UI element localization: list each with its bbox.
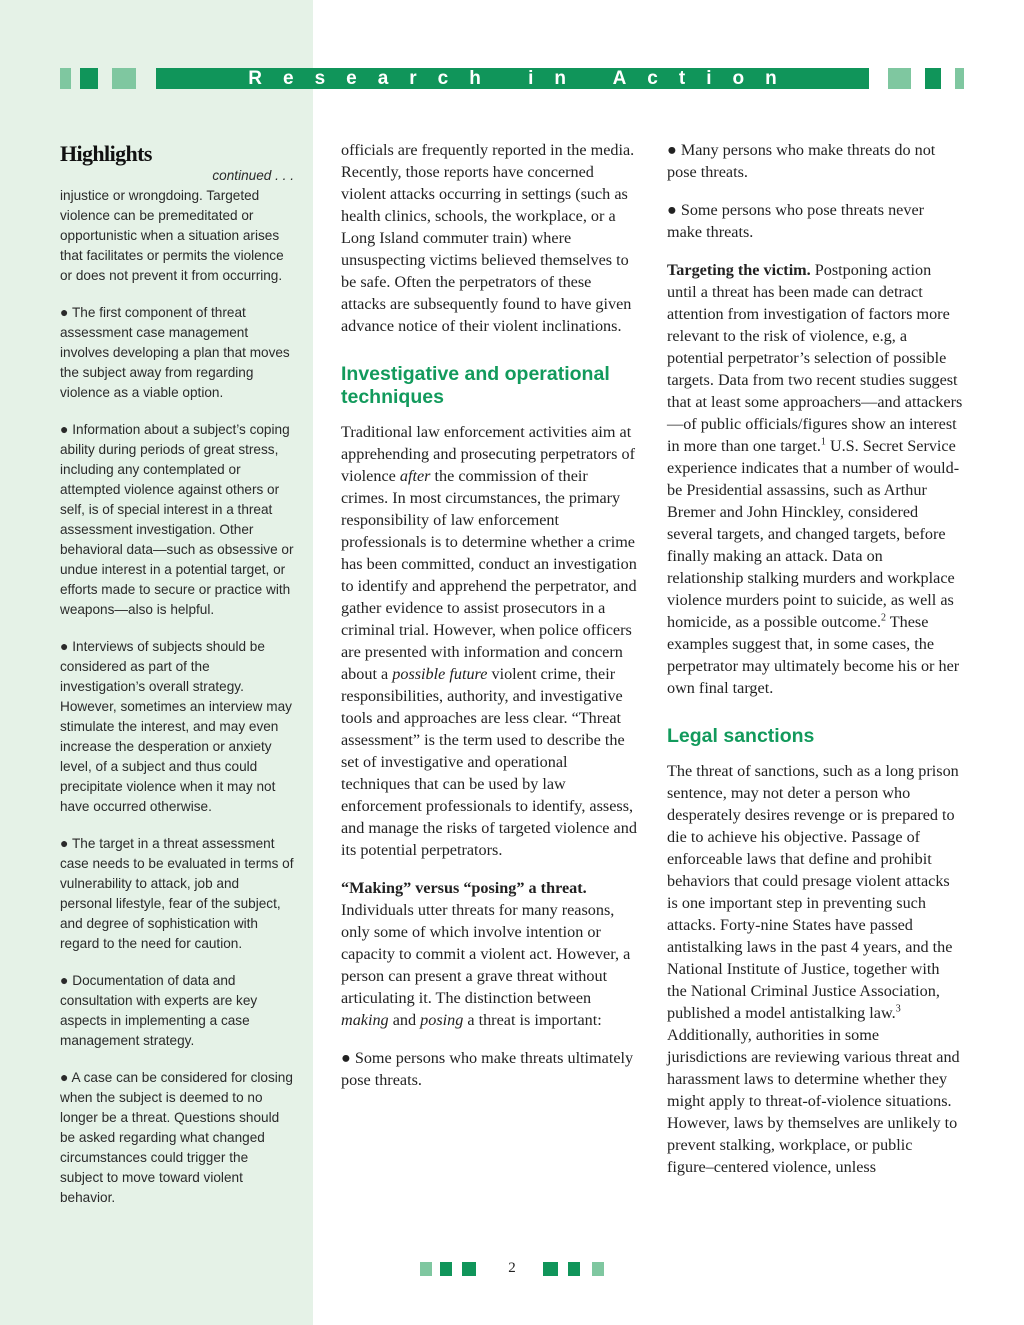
highlights-sidebar xyxy=(60,138,294,1224)
highlight-bullet: ● Information about a subject’s coping ability during periods of great stress, including any contemplated or attempted violence against others or self, is of special interest in a threat assessment investigation. Other behavioral data—such as obsessive or undue interest in a potential target, or efforts made to secure or practice with weapons—also is helpful. xyxy=(60,421,294,617)
bullet-dot-icon: ● xyxy=(667,141,677,159)
highlight-bullet: ● Documentation of data and consultation with experts are key aspects in implementing a case management strategy. xyxy=(60,972,258,1048)
body-paragraph: The threat of sanctions, such as a long prison sentence, may not deter a person who desperately desires revenge or is prepared to die to achieve his objective. Passage of enforceable laws that define and prohibit behaviors that could presage violent attacks is one important step in preventing such attacks. Forty-nine States have passed antistalking laws in the past 4 years, and the National Institute of Justice, together with the National Criminal Justice Association, published a model antistalking law.$^3$ Additionally, authorities in some jurisdictions are reviewing various threat and harassment laws to determine whether they might apply to threat-of-violence situations. However, laws by themselves are unlikely to prevent stalking, workplace, or public figure–centered violence, unless xyxy=(667,762,960,1176)
footer-square-icon xyxy=(592,1262,604,1276)
highlights-title: Highlights xyxy=(60,141,152,166)
body-bullet: ● Some persons who pose threats never make threats. xyxy=(667,201,925,241)
body-bullet: ● Many persons who make threats do not pose threats. xyxy=(667,141,936,181)
bullet-dot-icon: ● xyxy=(60,638,69,654)
footnote-ref: 2 xyxy=(881,612,886,624)
highlight-bullet: ● A case can be considered for closing when the subject is deemed to no longer be a threat. Questions should be asked regarding what changed circumstances could trigger the subject to move toward violent behavior. xyxy=(60,1069,293,1205)
header-title: Research in Action xyxy=(248,67,798,89)
section-heading-legal: Legal sanctions xyxy=(667,725,815,747)
page-number: 2 xyxy=(508,1260,516,1276)
section-heading-investigative: Investigative and operational techniques xyxy=(341,363,610,408)
footer-square-icon xyxy=(420,1262,432,1276)
header-square-icon xyxy=(60,68,71,89)
bullet-dot-icon: ● xyxy=(667,201,677,219)
header-square-icon xyxy=(955,68,964,89)
header-band xyxy=(0,0,1024,120)
footer-square-icon xyxy=(462,1262,476,1276)
header-square-icon xyxy=(925,68,941,89)
header-square-icon xyxy=(80,68,98,89)
header-square-icon xyxy=(888,68,911,89)
continued-label: continued . . . xyxy=(212,168,294,183)
body-paragraph: Targeting the victim. Postponing action until a threat has been made can detract attention from investigation of factors more relevant to the risk of violence, e.g, a potential perpetrator’s selection of possible targets. Data from two recent studies suggest that at least some approachers—and attackers—of public officials/figures show an interest in more than one target.$^1$ U.S. Secret Service experience indicates that a number of would-be Presidential assassins, such as Arthur Bremer and John Hinckley, considered several targets, and changed targets, before finally making an attack. Data on relationship stalking murders and workplace violence murders point to suicide, as well as homicide, as a possible outcome.$^2$ These examples suggest that, in some cases, the perpetrator may ultimately become his or her own final target. xyxy=(667,261,963,697)
footnote-ref: 3 xyxy=(895,1003,901,1015)
run-in-heading: Targeting the victim. xyxy=(667,261,811,279)
body-column-right xyxy=(667,139,963,1194)
bullet-dot-icon: ● xyxy=(341,1049,351,1067)
highlight-bullet: ● Interviews of subjects should be considered as part of the investigation’s overall strategy. However, sometimes an interview may stimulate the interest, and may even increase the desperation or anxiety level, of a subject and thus could precipitate violence when it may not have occurred otherwise. xyxy=(60,638,292,814)
body-paragraph: officials are frequently reported in the media. Recently, those reports have concerned violent attacks occurring in settings (such as health clinics, schools, the workplace, or a Long Island commuter train) where unsuspecting victims believed themselves to be safe. Often the perpetrators of these attacks are subsequently found to have given advance notice of their violent inclinations. xyxy=(341,141,635,335)
bullet-dot-icon: ● xyxy=(60,1069,69,1085)
body-paragraph: Traditional law enforcement activities aim at apprehending and prosecuting perpetrators of violence after the commission of their crimes. In most circumstances, the primary responsibility of law enforcement professionals is to determine whether a crime has been committed, conduct an investigation to identify and apprehend the perpetrator, and gather evidence to assist prosecutors in a criminal trial. However, when police officers are presented with information and concern about a possible future violent crime, their responsibilities, authority, and investigative tools and approaches are less clear. “Threat assessment” is the term used to describe the set of investigative and operational techniques that can be used by law enforcement professionals to identify, assess, and manage the risks of targeted violence and its potential perpetrators. xyxy=(341,423,637,859)
footer-square-icon xyxy=(440,1262,452,1276)
body-bullet: ● Some persons who make threats ultimately pose threats. xyxy=(341,1049,634,1089)
body-paragraph: “Making” versus “posing” a threat. Individuals utter threats for many reasons, only some of which involve intention or capacity to commit a violent act. However, a person can present a grave threat without articulating it. The distinction between making and posing a threat is important: xyxy=(341,879,631,1029)
run-in-heading: “Making” versus “posing” a threat. xyxy=(341,879,587,897)
footer-square-icon xyxy=(568,1262,580,1276)
bullet-dot-icon: ● xyxy=(60,835,69,851)
highlight-bullet: ● The target in a threat assessment case needs to be evaluated in terms of vulnerability to attack, job and personal lifestyle, fear of the subject, and degree of sophistication with regard to the need for caution. xyxy=(60,835,294,951)
bullet-dot-icon: ● xyxy=(60,304,69,320)
footnote-ref: 1 xyxy=(820,436,826,448)
bullet-dot-icon: ● xyxy=(60,972,69,988)
header-square-icon xyxy=(112,68,136,89)
bullet-dot-icon: ● xyxy=(60,421,69,437)
highlights-intro: injustice or wrongdoing. Targeted violence can be premeditated or opportunistic when a situation arises that facilitates or permits the violence or does not prevent it from occurring. xyxy=(60,188,284,283)
body-column-middle xyxy=(341,139,637,1107)
footer-square-icon xyxy=(543,1262,558,1276)
highlight-bullet: ● The first component of threat assessment case management involves developing a plan that moves the subject away from regarding violence as a viable option. xyxy=(60,304,290,400)
header-title-bar xyxy=(156,68,869,89)
